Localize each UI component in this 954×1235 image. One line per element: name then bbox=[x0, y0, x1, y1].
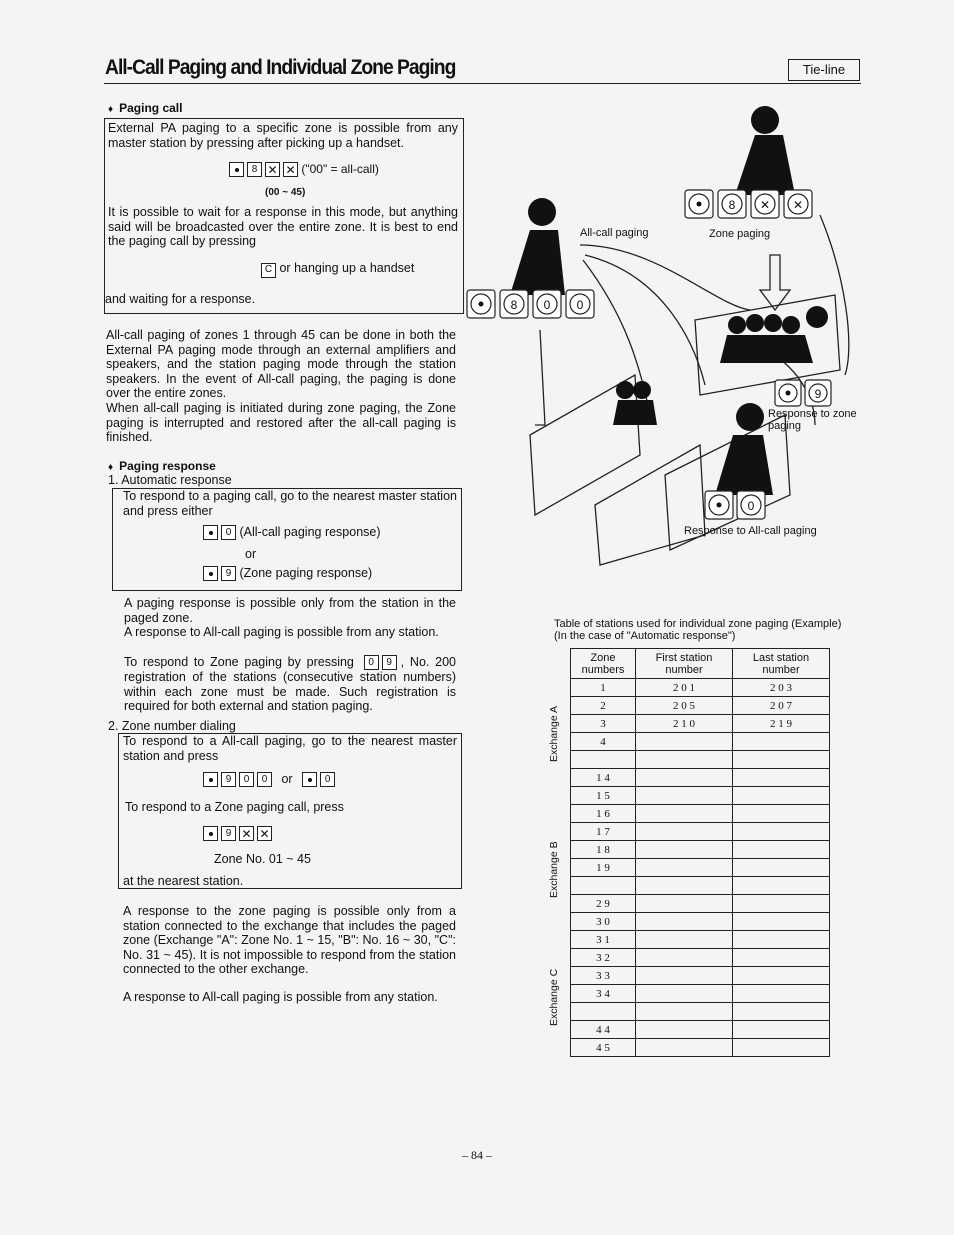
first-station-cell bbox=[636, 877, 733, 895]
last-station-cell bbox=[733, 985, 830, 1003]
dot-key-icon bbox=[203, 566, 218, 581]
nine-key-icon: 9 bbox=[221, 826, 236, 841]
svg-text:8: 8 bbox=[728, 198, 736, 212]
x-key-icon: ✕ bbox=[257, 826, 272, 841]
col-header: Last station number bbox=[733, 649, 830, 679]
svg-text:9: 9 bbox=[814, 387, 822, 401]
last-station-cell bbox=[733, 787, 830, 805]
table-caption: Table of stations used for individual zone paging (Example) bbox=[554, 618, 842, 630]
last-station-cell bbox=[733, 733, 830, 751]
table-body bbox=[571, 679, 830, 1057]
last-station-cell bbox=[733, 949, 830, 967]
col-header: First station number bbox=[636, 649, 733, 679]
last-station-cell bbox=[733, 823, 830, 841]
c-key-icon: C bbox=[261, 263, 276, 278]
first-station-cell bbox=[636, 985, 733, 1003]
x-key-icon: ✕ bbox=[239, 826, 254, 841]
dial-text-2: To respond to a Zone paging call, press bbox=[125, 800, 344, 814]
first-station-cell: 2 1 0 bbox=[636, 715, 733, 733]
first-station-cell bbox=[636, 1021, 733, 1039]
last-station-cell bbox=[733, 913, 830, 931]
response-note-3: To respond to Zone paging by pressing 0 9 , No. 200 registration of the stations (consecutive station numbers) within each zone must be made. Such registration is required for both external and station paging. bbox=[124, 655, 456, 714]
zone-number-cell: 1 8 bbox=[571, 841, 636, 859]
response-allcall-label: Response to All-call paging bbox=[684, 525, 817, 537]
dot-key-icon bbox=[203, 826, 218, 841]
table-row bbox=[571, 985, 830, 1003]
zone-range: (00 ~ 45) bbox=[265, 187, 306, 198]
nine-key-icon: 9 bbox=[221, 772, 236, 787]
table-row bbox=[571, 769, 830, 787]
allcall-response-row: 0 (All-call paging response) bbox=[203, 525, 381, 540]
table-row bbox=[571, 1021, 830, 1039]
automatic-response-box bbox=[112, 488, 462, 591]
nine-key-icon: 9 bbox=[221, 566, 236, 581]
svg-text:✕: ✕ bbox=[759, 198, 771, 212]
first-station-cell bbox=[636, 787, 733, 805]
svg-text:8: 8 bbox=[510, 298, 518, 312]
table-row bbox=[571, 877, 830, 895]
person-head bbox=[736, 403, 764, 431]
nearest-station-text: at the nearest station. bbox=[123, 874, 244, 888]
allcall-code-note: ("00" = all-call) bbox=[301, 162, 379, 176]
automatic-response-text: To respond to a paging call, go to the nearest master station and press either bbox=[123, 489, 457, 518]
person-body bbox=[715, 435, 773, 495]
last-station-cell bbox=[733, 1003, 830, 1021]
zone-number-cell: 1 5 bbox=[571, 787, 636, 805]
first-station-cell: 2 0 5 bbox=[636, 697, 733, 715]
paging-call-box bbox=[104, 118, 464, 314]
table-header-row bbox=[571, 649, 830, 679]
zone-number-cell: 4 bbox=[571, 733, 636, 751]
zone-number-cell: 1 bbox=[571, 679, 636, 697]
first-station-cell bbox=[636, 913, 733, 931]
zero-key-icon: 0 bbox=[364, 655, 379, 670]
zone-number-cell: 1 7 bbox=[571, 823, 636, 841]
key-sequence bbox=[229, 162, 298, 177]
zone-number-range: Zone No. 01 ~ 45 bbox=[214, 852, 311, 866]
zone-number-cell: 3 4 bbox=[571, 985, 636, 1003]
zone-dialing-box bbox=[118, 733, 462, 889]
first-station-cell bbox=[636, 823, 733, 841]
first-station-cell bbox=[636, 895, 733, 913]
eight-key-icon: 8 bbox=[247, 162, 262, 177]
zero-key-icon: 0 bbox=[320, 772, 335, 787]
zone-number-cell: 3 bbox=[571, 715, 636, 733]
first-station-cell: 2 0 1 bbox=[636, 679, 733, 697]
first-station-cell bbox=[636, 1039, 733, 1057]
tie-line-badge: Tie-line bbox=[788, 59, 860, 81]
zero-key-icon: 0 bbox=[239, 772, 254, 787]
first-station-cell bbox=[636, 751, 733, 769]
table-row bbox=[571, 679, 830, 697]
zone-number-cell: 3 3 bbox=[571, 967, 636, 985]
dot-key-icon bbox=[302, 772, 317, 787]
paging-illustration bbox=[465, 95, 865, 570]
table-row bbox=[571, 859, 830, 877]
group-body bbox=[613, 400, 657, 425]
zone-dialing-title: 2. Zone number dialing bbox=[108, 719, 236, 733]
person-head bbox=[528, 198, 556, 226]
zone-number-cell bbox=[571, 1003, 636, 1021]
last-station-cell bbox=[733, 967, 830, 985]
zone-number-cell: 1 6 bbox=[571, 805, 636, 823]
zone-number-cell: 3 0 bbox=[571, 913, 636, 931]
last-station-cell bbox=[733, 841, 830, 859]
zone-response-row: 9 (Zone paging response) bbox=[203, 566, 372, 581]
first-station-cell bbox=[636, 769, 733, 787]
x-key-icon: ✕ bbox=[283, 162, 298, 177]
table-row bbox=[571, 967, 830, 985]
zone-number-cell: 4 4 bbox=[571, 1021, 636, 1039]
arrow-shape bbox=[580, 245, 750, 310]
first-station-cell bbox=[636, 1003, 733, 1021]
last-station-cell bbox=[733, 931, 830, 949]
first-station-cell bbox=[636, 859, 733, 877]
last-station-cell: 2 0 3 bbox=[733, 679, 830, 697]
zero-key-icon: 0 bbox=[221, 525, 236, 540]
person-body bbox=[735, 135, 795, 195]
table-row bbox=[571, 895, 830, 913]
allcall-paging-label: All-call paging bbox=[580, 227, 649, 239]
first-station-cell bbox=[636, 733, 733, 751]
zone-number-cell: 2 bbox=[571, 697, 636, 715]
dot-key-icon bbox=[203, 525, 218, 540]
paging-response-heading: ♦ Paging response bbox=[108, 459, 216, 473]
table-row bbox=[571, 697, 830, 715]
table-row bbox=[571, 949, 830, 967]
zone-number-cell bbox=[571, 877, 636, 895]
last-station-cell: 2 0 7 bbox=[733, 697, 830, 715]
first-station-cell bbox=[636, 967, 733, 985]
zone-number-cell: 4 5 bbox=[571, 1039, 636, 1057]
svg-text:✕: ✕ bbox=[792, 198, 804, 212]
zone-number-cell: 3 1 bbox=[571, 931, 636, 949]
waiting-text: and waiting for a response. bbox=[105, 292, 256, 306]
table-row bbox=[571, 841, 830, 859]
zone-number-cell: 3 2 bbox=[571, 949, 636, 967]
interrupt-paragraph: When all-call paging is initiated during zone paging, the Zone paging is interrupted and restored after the all-call paging is finished. bbox=[106, 401, 456, 445]
dot-key-icon bbox=[203, 772, 218, 787]
table-row bbox=[571, 823, 830, 841]
down-arrow bbox=[760, 255, 790, 310]
last-station-cell bbox=[733, 877, 830, 895]
automatic-response-title: 1. Automatic response bbox=[108, 473, 232, 487]
title-rule bbox=[104, 83, 861, 84]
paging-call-intro: External PA paging to a specific zone is possible from any master station by pressing after picking up a handset. bbox=[108, 121, 458, 150]
zone-number-cell: 1 4 bbox=[571, 769, 636, 787]
x-key-icon: ✕ bbox=[265, 162, 280, 177]
zone-number-cell: 1 9 bbox=[571, 859, 636, 877]
arrow-shape bbox=[535, 330, 545, 425]
table-row bbox=[571, 751, 830, 769]
last-station-cell bbox=[733, 1039, 830, 1057]
zero-key-icon: 0 bbox=[257, 772, 272, 787]
allcall-paragraph: All-call paging of zones 1 through 45 can be done in both the External PA paging mode through an external amplifiers and speakers, and the station paging mode through the station speakers. In the event of All-call paging, the paging is done over the entire zones. bbox=[106, 328, 456, 401]
table-row bbox=[571, 733, 830, 751]
table-subcaption: (In the case of "Automatic response") bbox=[554, 630, 736, 642]
response-zone-label: Response to zone paging bbox=[768, 408, 857, 432]
dial-text-1: To respond to a All-call paging, go to the nearest master station and press bbox=[123, 734, 457, 763]
last-station-cell bbox=[733, 859, 830, 877]
zone-station-table bbox=[570, 648, 830, 1057]
table-row bbox=[571, 787, 830, 805]
first-station-cell bbox=[636, 931, 733, 949]
exchange-c-label: Exchange C bbox=[548, 968, 560, 1026]
table-row bbox=[571, 1003, 830, 1021]
response-note-2: A response to All-call paging is possible from any station. bbox=[124, 625, 439, 639]
last-station-cell: 2 1 9 bbox=[733, 715, 830, 733]
table-row bbox=[571, 715, 830, 733]
svg-text:0: 0 bbox=[543, 298, 551, 312]
first-station-cell bbox=[636, 949, 733, 967]
exchange-b-label: Exchange B bbox=[548, 841, 560, 898]
table-row bbox=[571, 1039, 830, 1057]
table-row bbox=[571, 913, 830, 931]
page-number: – 84 – bbox=[462, 1148, 492, 1162]
paging-call-heading: ♦ Paging call bbox=[108, 101, 183, 115]
diamond-icon: ♦ bbox=[108, 104, 114, 115]
dot-key-icon bbox=[229, 162, 244, 177]
last-station-cell bbox=[733, 751, 830, 769]
nine-key-icon: 9 bbox=[382, 655, 397, 670]
response-note-1: A paging response is possible only from the station in the paged zone. bbox=[124, 596, 456, 625]
wait-paragraph: It is possible to wait for a response in this mode, but anything said will be broadcasted over the entire zone. It is best to end the paging call by pressing bbox=[108, 205, 458, 249]
person-body bbox=[510, 230, 565, 295]
group-body bbox=[720, 335, 813, 363]
svg-text:0: 0 bbox=[747, 499, 755, 513]
last-station-cell bbox=[733, 1021, 830, 1039]
last-station-cell bbox=[733, 895, 830, 913]
hangup-row: C or hanging up a handset bbox=[261, 261, 414, 278]
allcall-any-station: A response to All-call paging is possible from any station. bbox=[123, 990, 438, 1004]
table-row bbox=[571, 805, 830, 823]
zone-number-cell bbox=[571, 751, 636, 769]
paging-code-row bbox=[229, 162, 379, 177]
allcall-dial-row: 9 0 0 or 0 bbox=[203, 772, 335, 787]
zone-paging-label: Zone paging bbox=[709, 228, 771, 240]
diamond-icon: ♦ bbox=[108, 462, 114, 473]
exchange-a-label: Exchange A bbox=[548, 705, 560, 762]
or-text: or bbox=[245, 547, 257, 561]
last-station-cell bbox=[733, 805, 830, 823]
exchange-note: A response to the zone paging is possible only from a station connected to the exchange that includes the paged zone (Exchange "A": Zone No. 1 ~ 15, "B": No. 16 ~ 30, "C": No. 31 ~ 45). It is not impossible to respond from the station connected to the other exchange. bbox=[123, 904, 456, 977]
arrow-shape bbox=[585, 255, 705, 385]
first-station-cell bbox=[636, 805, 733, 823]
last-station-cell bbox=[733, 769, 830, 787]
zone-number-cell: 2 9 bbox=[571, 895, 636, 913]
zone-dial-row bbox=[203, 825, 272, 843]
col-header: Zone numbers bbox=[571, 649, 636, 679]
svg-text:0: 0 bbox=[576, 298, 584, 312]
page-title: All-Call Paging and Individual Zone Paging bbox=[105, 56, 456, 79]
person-head bbox=[751, 106, 779, 134]
first-station-cell bbox=[636, 841, 733, 859]
table-row bbox=[571, 931, 830, 949]
